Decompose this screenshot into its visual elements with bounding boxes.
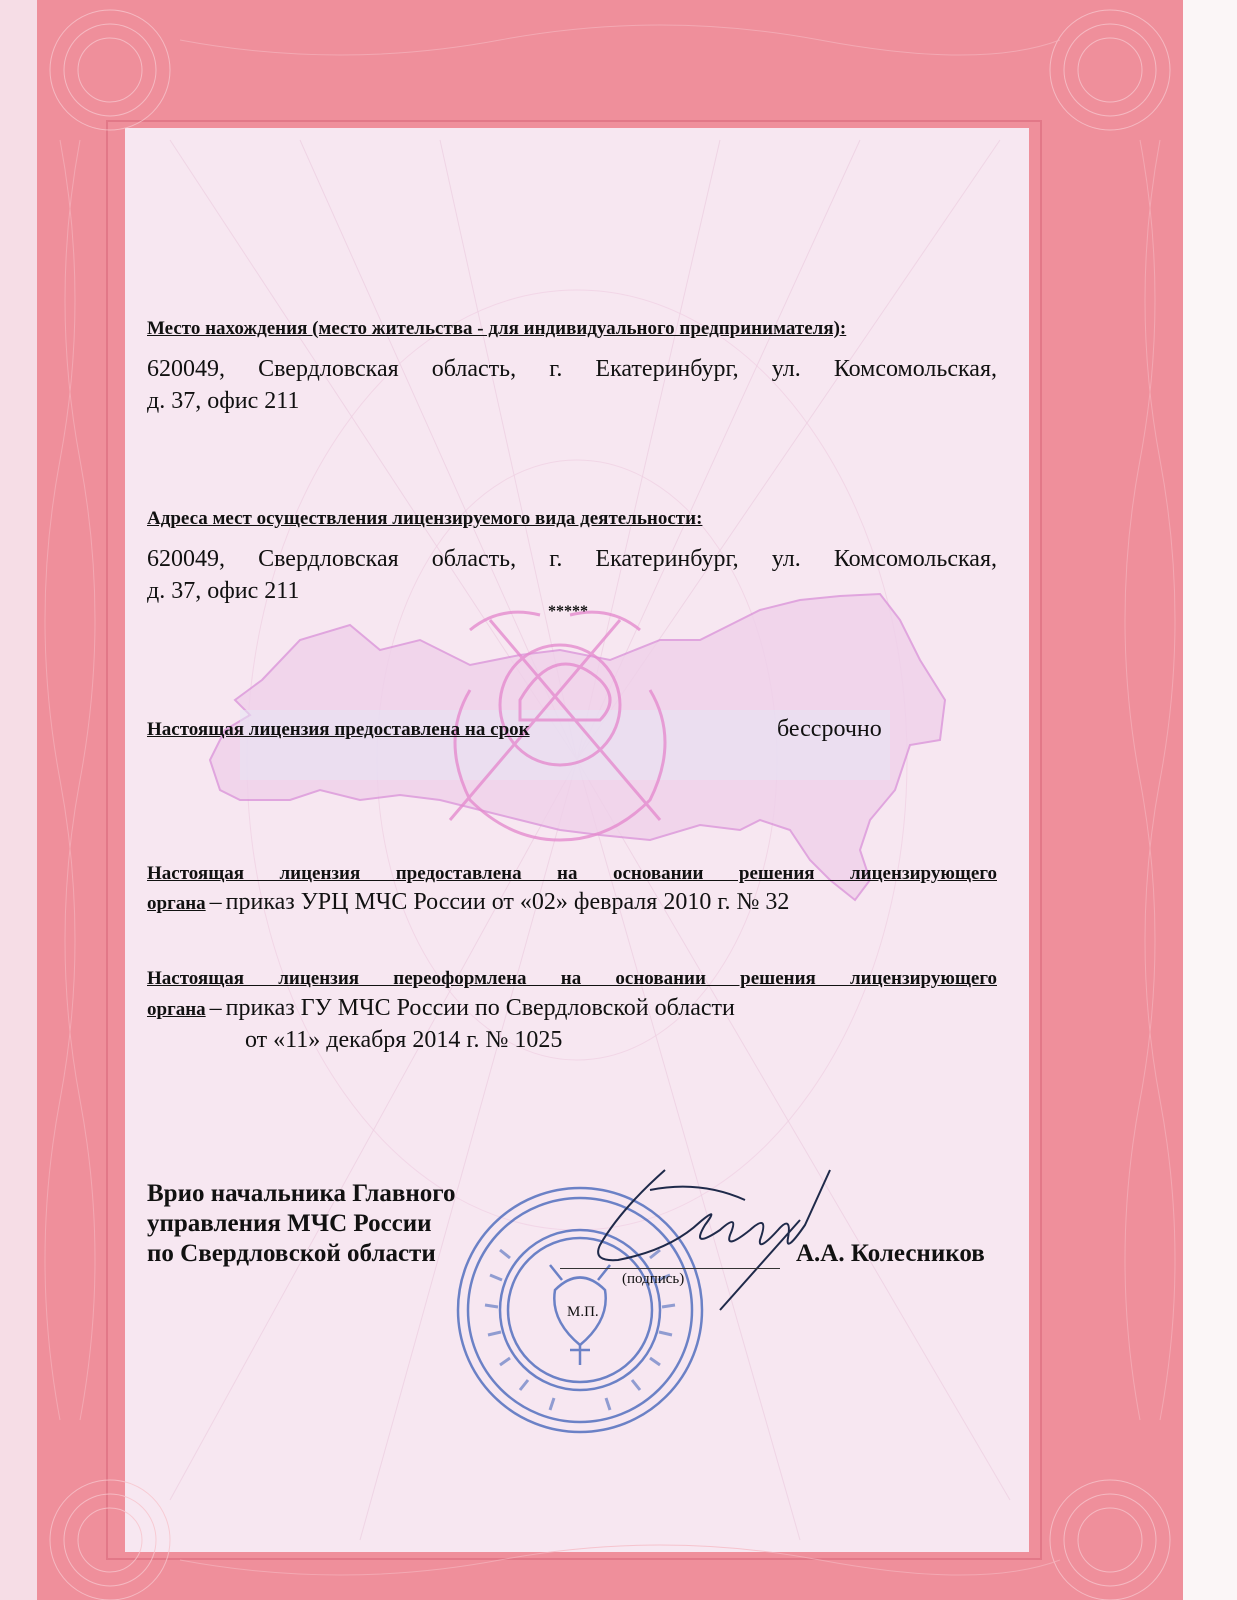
location-address-line1: 620049, Свердловская область, г. Екатеринбург, ул. Комсомольская, xyxy=(147,356,997,382)
signer-title-line2: управления МЧС России xyxy=(147,1210,432,1237)
reissue-basis-heading-line1: Настоящая лицензия переоформлена на основании решения лицензирующего xyxy=(147,968,997,989)
signer-title-line3: по Свердловской области xyxy=(147,1240,436,1267)
grant-basis-heading-line1: Настоящая лицензия предоставлена на основании решения лицензирующего xyxy=(147,863,997,884)
grant-basis-heading-line2: органа xyxy=(147,893,206,914)
handwritten-signature xyxy=(580,1150,840,1320)
grant-basis-value: приказ УРЦ МЧС России от «02» февраля 2010 г. № 32 xyxy=(225,889,790,915)
term-value: бессрочно xyxy=(777,716,882,742)
signature-line xyxy=(560,1268,780,1269)
seal-caption: М.П. xyxy=(567,1304,599,1320)
signer-name: А.А. Колесников xyxy=(796,1240,985,1267)
location-address-line2: д. 37, офис 211 xyxy=(147,388,300,414)
signature-caption: (подпись) xyxy=(622,1271,685,1287)
location-heading: Место нахождения (место жительства - для индивидуального предпринимателя): xyxy=(147,318,847,339)
grant-basis-line2 xyxy=(147,887,997,917)
signer-title-line1: Врио начальника Главного xyxy=(147,1180,456,1207)
reissue-basis-dash: – xyxy=(209,995,222,1021)
term-heading: Настоящая лицензия предоставлена на срок xyxy=(147,719,530,740)
activity-address-line1: 620049, Свердловская область, г. Екатеринбург, ул. Комсомольская, xyxy=(147,546,997,572)
activity-addresses-heading: Адреса мест осуществления лицензируемого вида деятельности: xyxy=(147,508,703,529)
activity-address-line2: д. 37, офис 211 xyxy=(147,578,300,604)
separator-stars: ***** xyxy=(548,603,588,620)
grant-basis-dash: – xyxy=(209,889,222,915)
reissue-basis-value-line2: от «11» декабря 2014 г. № 1025 xyxy=(245,1027,563,1053)
reissue-basis-value-line1: приказ ГУ МЧС России по Свердловской области xyxy=(225,995,735,1021)
reissue-basis-line2 xyxy=(147,993,997,1023)
reissue-basis-heading-line2: органа xyxy=(147,999,206,1020)
